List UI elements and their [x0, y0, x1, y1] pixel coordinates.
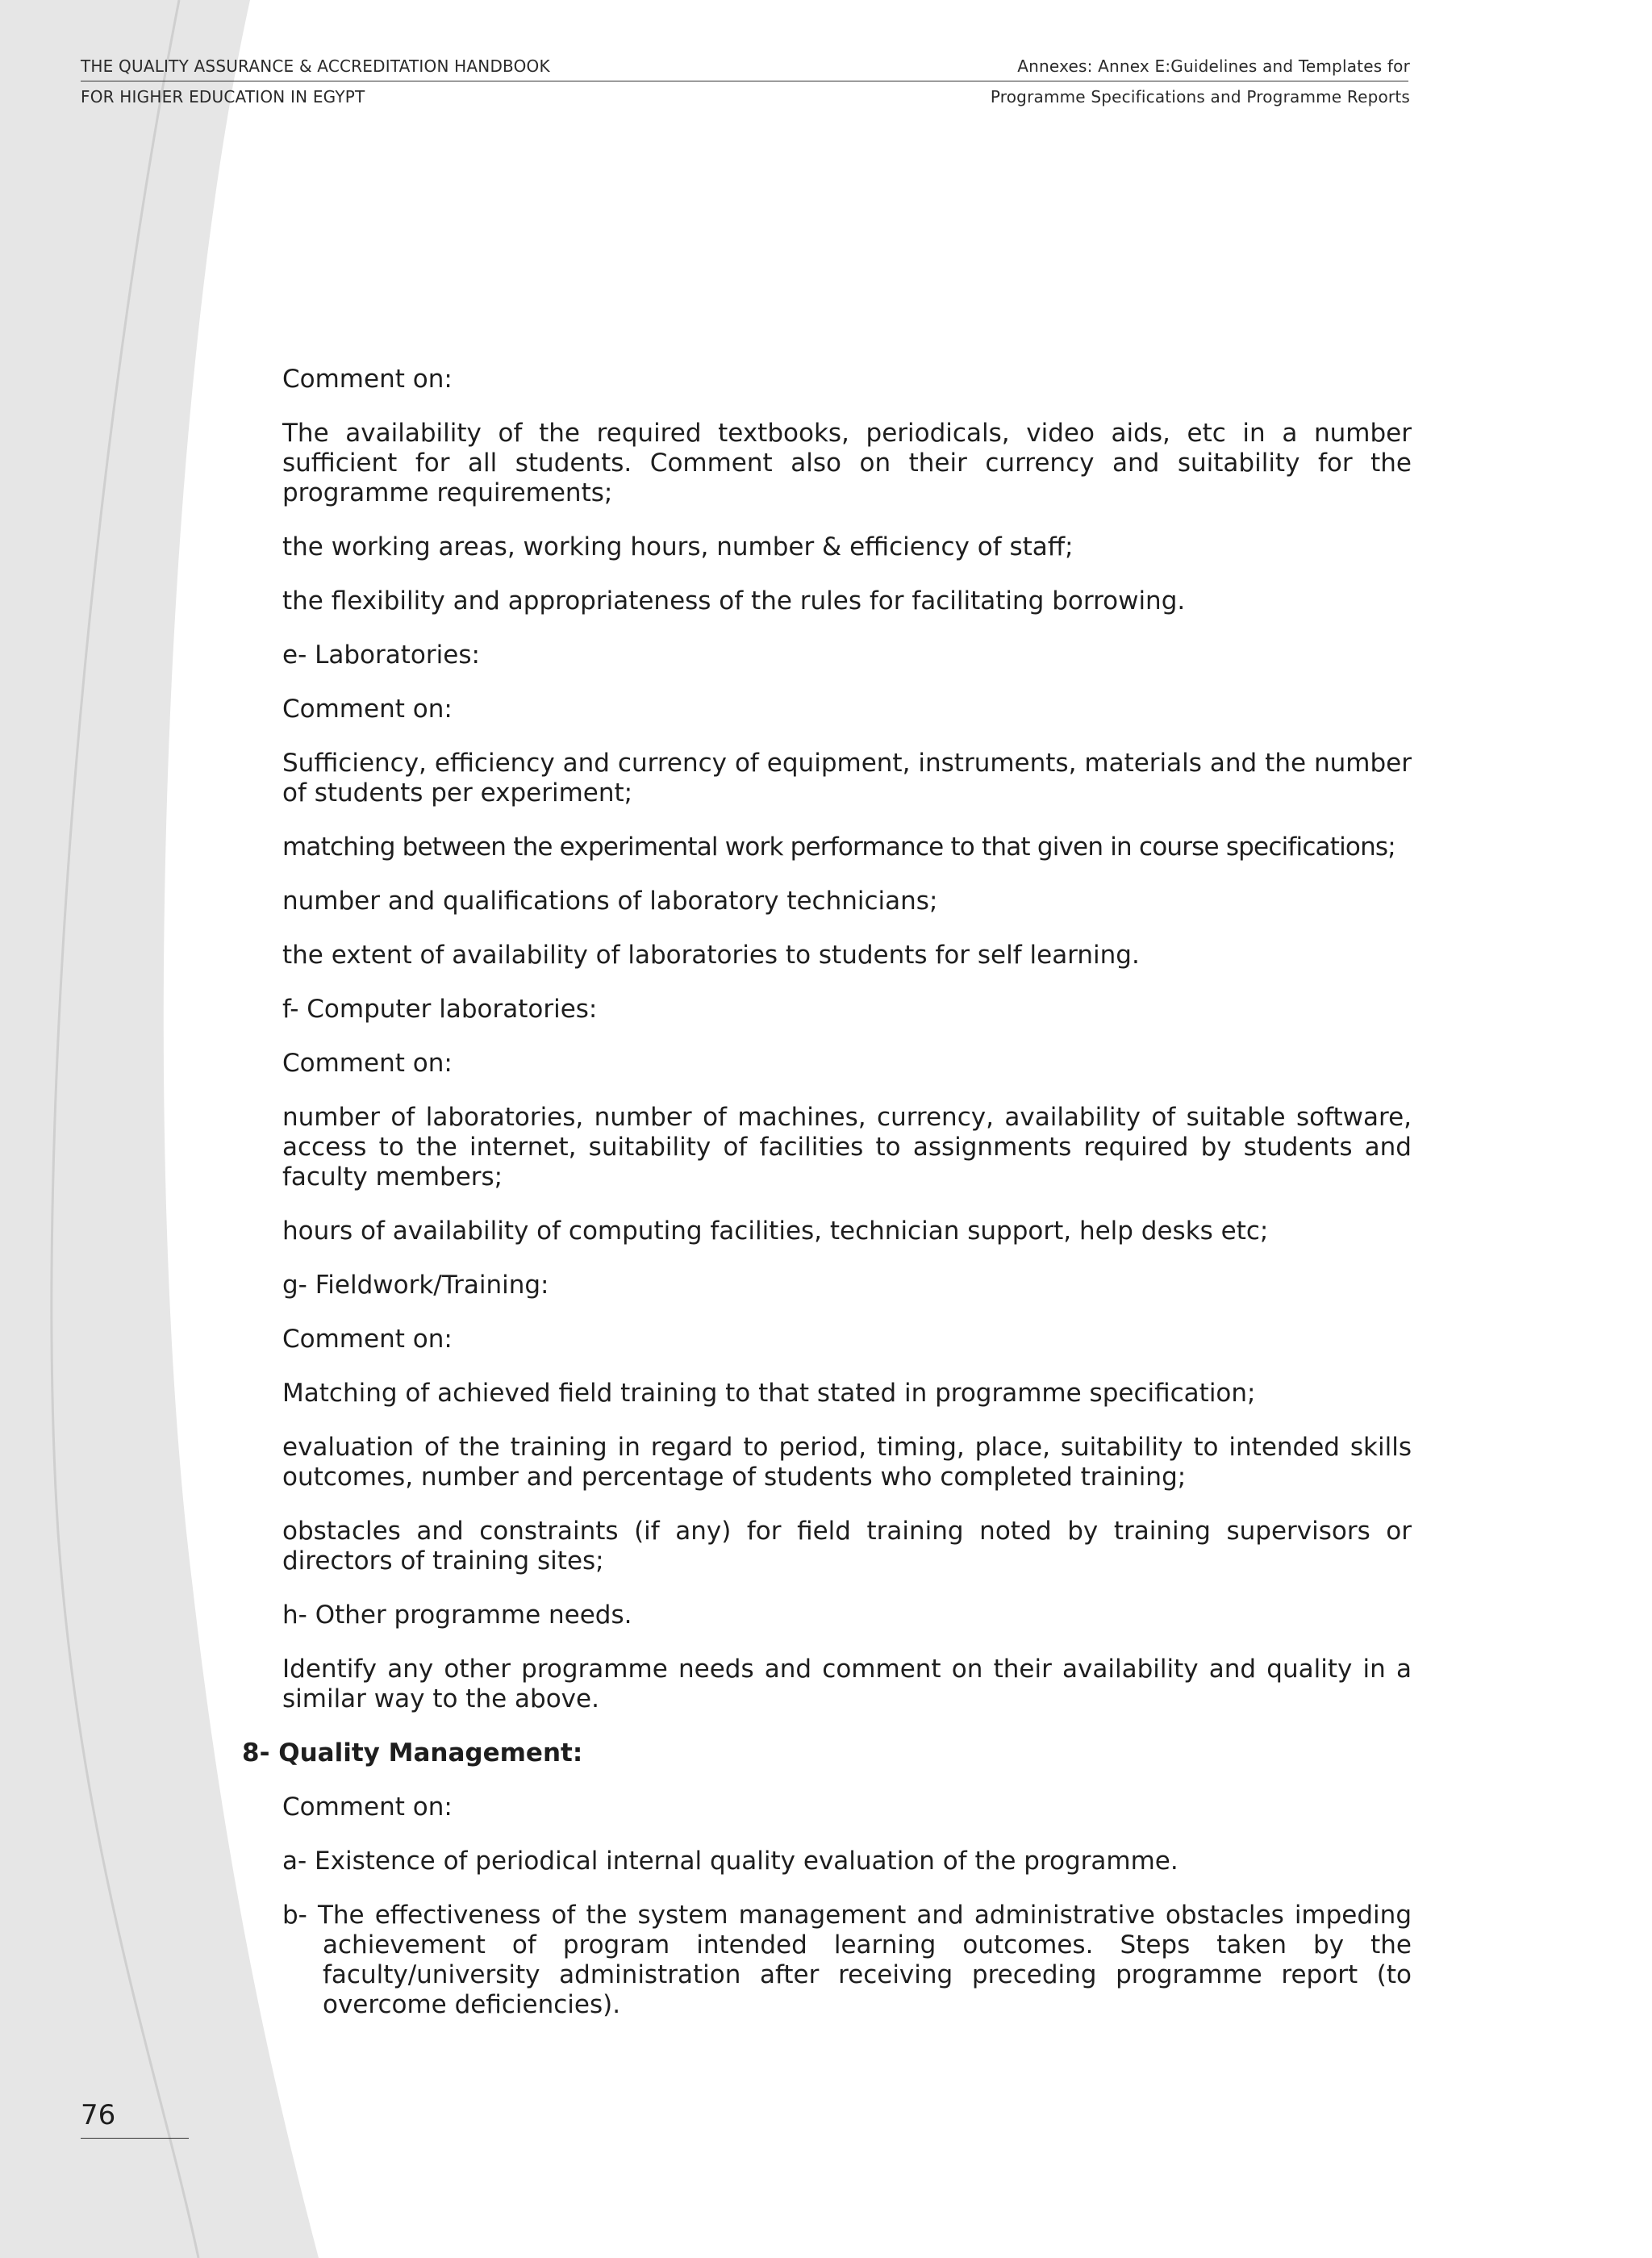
lab-paragraph-sufficiency: Sufficiency, efficiency and currency of equipment, instruments, materials and the number of students per experiment;	[282, 749, 1412, 808]
section-heading-quality-management: 8- Quality Management:	[242, 1738, 583, 1768]
header-right-line1: Annexes: Annex E:Guidelines and Templates for	[1017, 56, 1410, 76]
lab-paragraph-technicians: number and qualifications of laboratory technicians;	[282, 887, 938, 916]
comment-on-label: Comment on:	[282, 1049, 453, 1078]
fieldwork-paragraph-evaluation: evaluation of the training in regard to period, timing, place, suitability to intended skills outcomes, number and percentage of students who completed training;	[282, 1433, 1412, 1492]
subheading-fieldwork: g- Fieldwork/Training:	[282, 1271, 549, 1300]
comment-on-label: Comment on:	[282, 695, 453, 724]
library-paragraph-working-areas: the working areas, working hours, number & efficiency of staff;	[282, 532, 1074, 561]
page-number-rule	[81, 2138, 189, 2139]
lab-paragraph-matching: matching between the experimental work performance to that given in course specifications;	[282, 833, 1395, 862]
header-title-line1: THE QUALITY ASSURANCE & ACCREDITATION HANDBOOK	[81, 56, 550, 76]
lab-paragraph-self-learning: the extent of availability of laboratories to students for self learning.	[282, 941, 1140, 970]
subheading-laboratories: e- Laboratories:	[282, 641, 480, 670]
page-body	[242, 365, 1412, 2020]
computer-lab-paragraph-numbers: number of laboratories, number of machines, currency, availability of suitable software, access to the internet, suitability of facilities to assignments required by students and faculty members;	[282, 1103, 1412, 1192]
comment-on-label: Comment on:	[282, 1325, 453, 1354]
page-number: 76	[81, 2099, 116, 2131]
subheading-other-needs: h- Other programme needs.	[282, 1601, 632, 1630]
comment-on-label: Comment on:	[282, 1793, 453, 1822]
comment-on-label: Comment on:	[282, 365, 453, 394]
quality-item-a: a- Existence of periodical internal quality evaluation of the programme.	[282, 1847, 1179, 1876]
computer-lab-paragraph-hours: hours of availability of computing facilities, technician support, help desks etc;	[282, 1217, 1269, 1246]
fieldwork-paragraph-matching: Matching of achieved field training to that stated in programme specification;	[282, 1379, 1256, 1408]
subheading-computer-laboratories: f- Computer laboratories:	[282, 995, 598, 1024]
other-needs-paragraph: Identify any other programme needs and comment on their availability and quality in a similar way to the above.	[282, 1655, 1412, 1713]
library-paragraph-availability: The availability of the required textbooks, periodicals, video aids, etc in a number sufficient for all students. Comment also on their currency and suitability for the programme requirements;	[282, 419, 1412, 507]
header-right-line2: Programme Specifications and Programme Reports	[990, 87, 1410, 106]
header-title-line2: FOR HIGHER EDUCATION IN EGYPT	[81, 87, 365, 106]
quality-item-b: b- The effectiveness of the system management and administrative obstacles impeding achievement of program intended learning outcomes. Steps taken by the faculty/university administration after receiving preceding programme report (to overcome deficiencies).	[282, 1901, 1412, 2019]
library-paragraph-borrowing: the flexibility and appropriateness of the rules for facilitating borrowing.	[282, 586, 1186, 616]
fieldwork-paragraph-obstacles: obstacles and constraints (if any) for field training noted by training supervisors or directors of training sites;	[282, 1517, 1412, 1576]
